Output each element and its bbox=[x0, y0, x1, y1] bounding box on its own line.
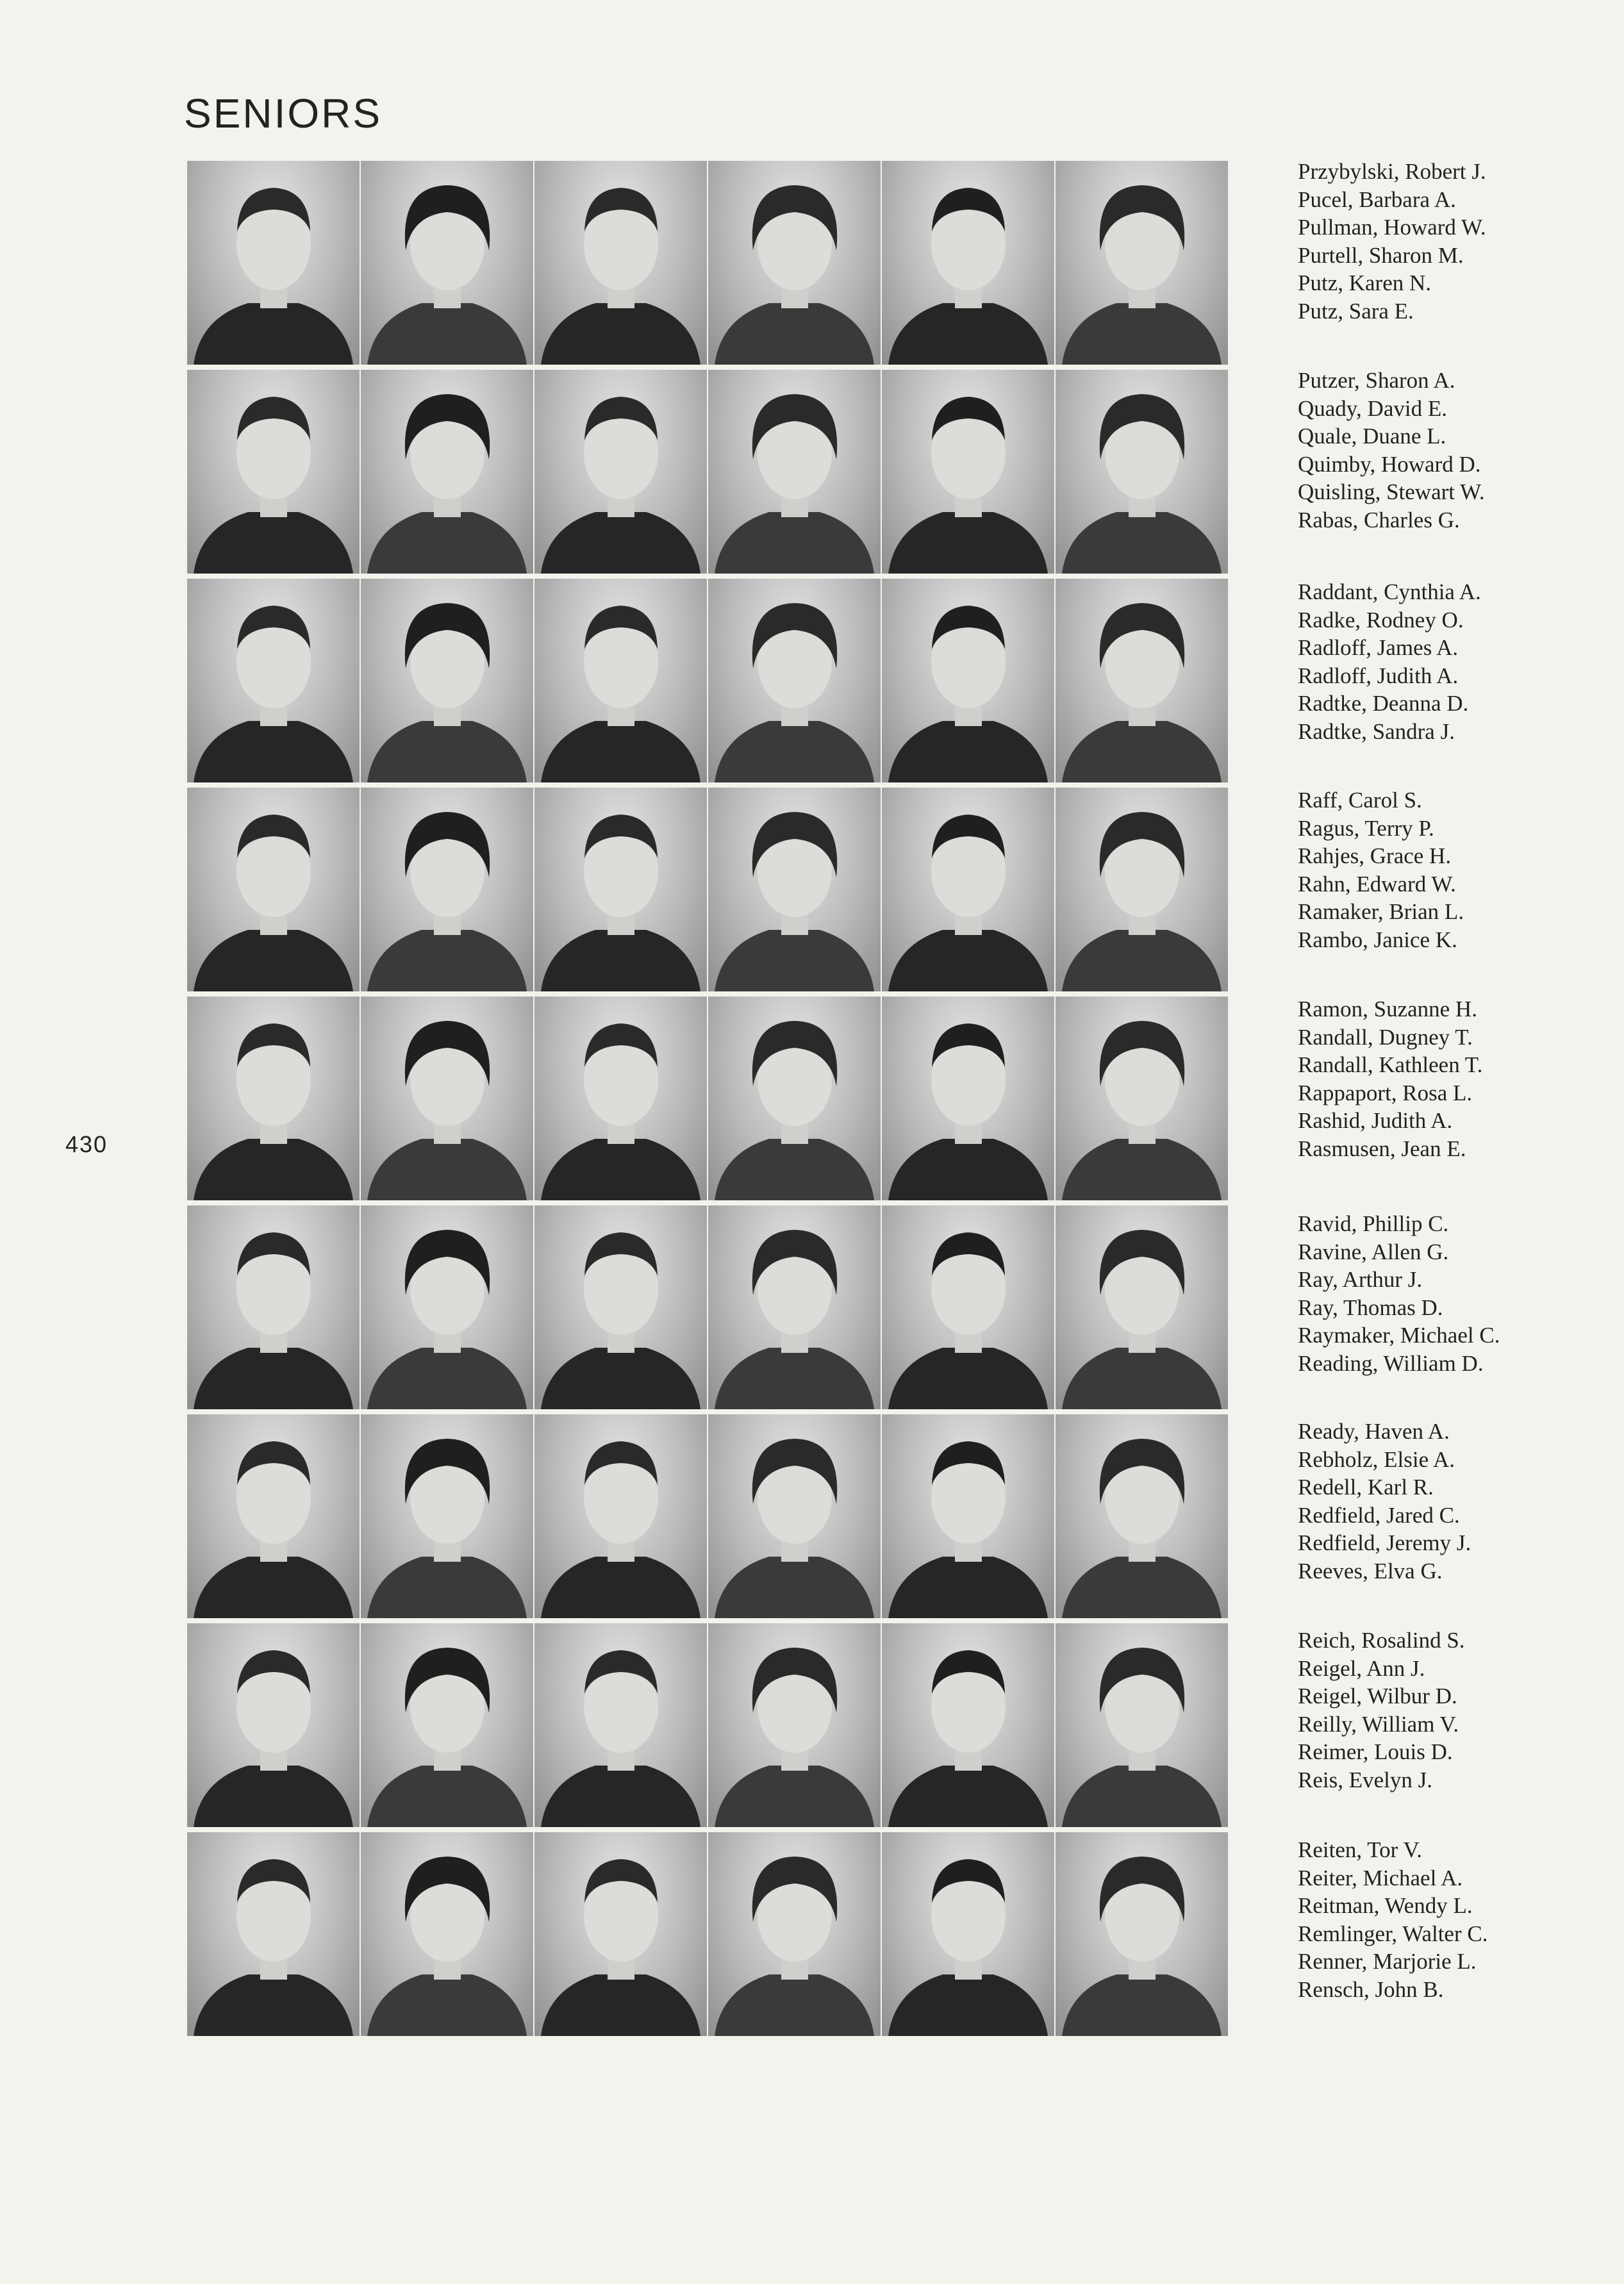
senior-name: Renner, Marjorie L. bbox=[1298, 1949, 1477, 1974]
senior-name: Ray, Arthur J. bbox=[1298, 1267, 1423, 1292]
senior-portrait bbox=[1056, 788, 1228, 991]
senior-portrait bbox=[187, 1205, 360, 1409]
senior-name: Reiter, Michael A. bbox=[1298, 1865, 1463, 1891]
senior-portrait bbox=[361, 1623, 533, 1827]
senior-name: Quale, Duane L. bbox=[1298, 424, 1446, 449]
photo-row bbox=[187, 1414, 1229, 1618]
senior-portrait bbox=[882, 997, 1054, 1200]
senior-name: Ravid, Phillip C. bbox=[1298, 1211, 1449, 1236]
senior-name: Quisling, Stewart W. bbox=[1298, 479, 1485, 504]
page-title: SENIORS bbox=[184, 90, 383, 137]
senior-portrait bbox=[708, 1414, 881, 1618]
senior-name: Rabas, Charles G. bbox=[1298, 507, 1460, 533]
senior-portrait bbox=[882, 1623, 1054, 1827]
senior-name: Remlinger, Walter C. bbox=[1298, 1921, 1488, 1946]
name-group bbox=[1298, 1836, 1605, 2003]
photo-row bbox=[187, 1623, 1229, 1827]
senior-portrait bbox=[361, 370, 533, 574]
senior-name: Radtke, Sandra J. bbox=[1298, 718, 1455, 744]
senior-portrait bbox=[187, 579, 360, 782]
photo-row bbox=[187, 788, 1229, 991]
senior-portrait bbox=[882, 161, 1054, 365]
senior-name: Reading, William D. bbox=[1298, 1350, 1484, 1376]
senior-name: Raddant, Cynthia A. bbox=[1298, 579, 1481, 604]
page-number: 430 bbox=[65, 1131, 108, 1157]
senior-portrait bbox=[361, 788, 533, 991]
photo-grid bbox=[187, 161, 1229, 2037]
senior-portrait bbox=[534, 1414, 707, 1618]
senior-name: Radloff, James A. bbox=[1298, 635, 1459, 660]
senior-name: Reitman, Wendy L. bbox=[1298, 1893, 1473, 1918]
senior-name: Rebholz, Elsie A. bbox=[1298, 1446, 1455, 1472]
senior-portrait bbox=[708, 997, 881, 1200]
senior-portrait bbox=[1056, 1623, 1228, 1827]
senior-portrait bbox=[708, 1623, 881, 1827]
senior-name: Ready, Haven A. bbox=[1298, 1419, 1450, 1444]
photo-row bbox=[187, 1832, 1229, 2036]
senior-portrait bbox=[1056, 1414, 1228, 1618]
senior-name: Radloff, Judith A. bbox=[1298, 663, 1459, 688]
senior-portrait bbox=[882, 579, 1054, 782]
senior-portrait bbox=[534, 1205, 707, 1409]
senior-name: Reiten, Tor V. bbox=[1298, 1837, 1422, 1862]
senior-name: Radtke, Deanna D. bbox=[1298, 691, 1469, 716]
senior-portrait bbox=[708, 161, 881, 365]
senior-portrait bbox=[534, 161, 707, 365]
senior-portrait bbox=[882, 1414, 1054, 1618]
name-group bbox=[1298, 367, 1605, 533]
senior-portrait bbox=[534, 579, 707, 782]
senior-portrait bbox=[361, 161, 533, 365]
senior-name: Reimer, Louis D. bbox=[1298, 1739, 1453, 1764]
senior-name: Rambo, Janice K. bbox=[1298, 927, 1457, 952]
senior-name: Rasmusen, Jean E. bbox=[1298, 1136, 1466, 1161]
senior-portrait bbox=[361, 1414, 533, 1618]
senior-portrait bbox=[708, 1205, 881, 1409]
senior-name: Rashid, Judith A. bbox=[1298, 1108, 1453, 1133]
senior-name: Ragus, Terry P. bbox=[1298, 815, 1434, 841]
senior-name: Ramaker, Brian L. bbox=[1298, 899, 1464, 924]
senior-portrait bbox=[1056, 1205, 1228, 1409]
senior-name: Ravine, Allen G. bbox=[1298, 1239, 1449, 1264]
photo-row bbox=[187, 997, 1229, 1200]
senior-name: Quady, David E. bbox=[1298, 395, 1447, 421]
senior-portrait bbox=[708, 370, 881, 574]
senior-portrait bbox=[187, 370, 360, 574]
name-group bbox=[1298, 995, 1605, 1162]
senior-portrait bbox=[187, 788, 360, 991]
senior-name: Randall, Dugney T. bbox=[1298, 1024, 1473, 1050]
senior-name: Raymaker, Michael C. bbox=[1298, 1323, 1500, 1348]
senior-name: Putzer, Sharon A. bbox=[1298, 368, 1455, 393]
photo-row bbox=[187, 370, 1229, 574]
senior-portrait bbox=[187, 1414, 360, 1618]
senior-portrait bbox=[534, 1623, 707, 1827]
senior-name: Rensch, John B. bbox=[1298, 1976, 1444, 2002]
name-group bbox=[1298, 786, 1605, 953]
senior-portrait bbox=[882, 370, 1054, 574]
senior-portrait bbox=[534, 997, 707, 1200]
senior-name: Reich, Rosalind S. bbox=[1298, 1628, 1465, 1653]
senior-name: Redell, Karl R. bbox=[1298, 1475, 1434, 1500]
senior-portrait bbox=[1056, 370, 1228, 574]
senior-name: Randall, Kathleen T. bbox=[1298, 1052, 1483, 1077]
senior-name: Reeves, Elva G. bbox=[1298, 1558, 1443, 1584]
photo-row bbox=[187, 1205, 1229, 1409]
senior-name: Reis, Evelyn J. bbox=[1298, 1767, 1432, 1792]
senior-portrait bbox=[534, 1832, 707, 2036]
senior-portrait bbox=[361, 579, 533, 782]
name-group bbox=[1298, 1210, 1605, 1377]
senior-portrait bbox=[708, 788, 881, 991]
photo-row bbox=[187, 161, 1229, 365]
senior-portrait bbox=[534, 788, 707, 991]
senior-portrait bbox=[187, 997, 360, 1200]
senior-name: Redfield, Jeremy J. bbox=[1298, 1530, 1471, 1555]
senior-portrait bbox=[1056, 997, 1228, 1200]
senior-portrait bbox=[187, 161, 360, 365]
senior-name: Raff, Carol S. bbox=[1298, 788, 1422, 813]
senior-name: Ramon, Suzanne H. bbox=[1298, 997, 1477, 1022]
senior-name: Putz, Sara E. bbox=[1298, 298, 1414, 324]
name-group bbox=[1298, 158, 1605, 324]
senior-portrait bbox=[708, 579, 881, 782]
name-group bbox=[1298, 1418, 1605, 1584]
senior-name: Radke, Rodney O. bbox=[1298, 607, 1464, 633]
senior-portrait bbox=[708, 1832, 881, 2036]
senior-name: Quimby, Howard D. bbox=[1298, 451, 1481, 477]
senior-name: Purtell, Sharon M. bbox=[1298, 242, 1464, 268]
name-group bbox=[1298, 578, 1605, 745]
senior-name: Ray, Thomas D. bbox=[1298, 1295, 1443, 1320]
senior-portrait bbox=[361, 1205, 533, 1409]
senior-name: Reilly, William V. bbox=[1298, 1711, 1459, 1737]
senior-portrait bbox=[1056, 1832, 1228, 2036]
senior-name: Rahn, Edward W. bbox=[1298, 871, 1456, 897]
senior-portrait bbox=[882, 1832, 1054, 2036]
senior-portrait bbox=[361, 1832, 533, 2036]
senior-portrait bbox=[534, 370, 707, 574]
senior-name: Przybylski, Robert J. bbox=[1298, 159, 1486, 184]
senior-portrait bbox=[187, 1832, 360, 2036]
senior-name: Rappaport, Rosa L. bbox=[1298, 1080, 1473, 1105]
senior-portrait bbox=[187, 1623, 360, 1827]
senior-portrait bbox=[882, 1205, 1054, 1409]
photo-row bbox=[187, 579, 1229, 782]
senior-name: Putz, Karen N. bbox=[1298, 270, 1432, 295]
senior-name: Reigel, Ann J. bbox=[1298, 1655, 1425, 1681]
senior-name: Pucel, Barbara A. bbox=[1298, 186, 1456, 212]
senior-portrait bbox=[1056, 161, 1228, 365]
senior-name: Rahjes, Grace H. bbox=[1298, 843, 1452, 868]
name-group bbox=[1298, 1626, 1605, 1793]
senior-portrait bbox=[882, 788, 1054, 991]
senior-portrait bbox=[1056, 579, 1228, 782]
senior-name: Redfield, Jared C. bbox=[1298, 1502, 1460, 1528]
senior-name: Pullman, Howard W. bbox=[1298, 215, 1486, 240]
senior-name: Reigel, Wilbur D. bbox=[1298, 1684, 1457, 1709]
senior-portrait bbox=[361, 997, 533, 1200]
